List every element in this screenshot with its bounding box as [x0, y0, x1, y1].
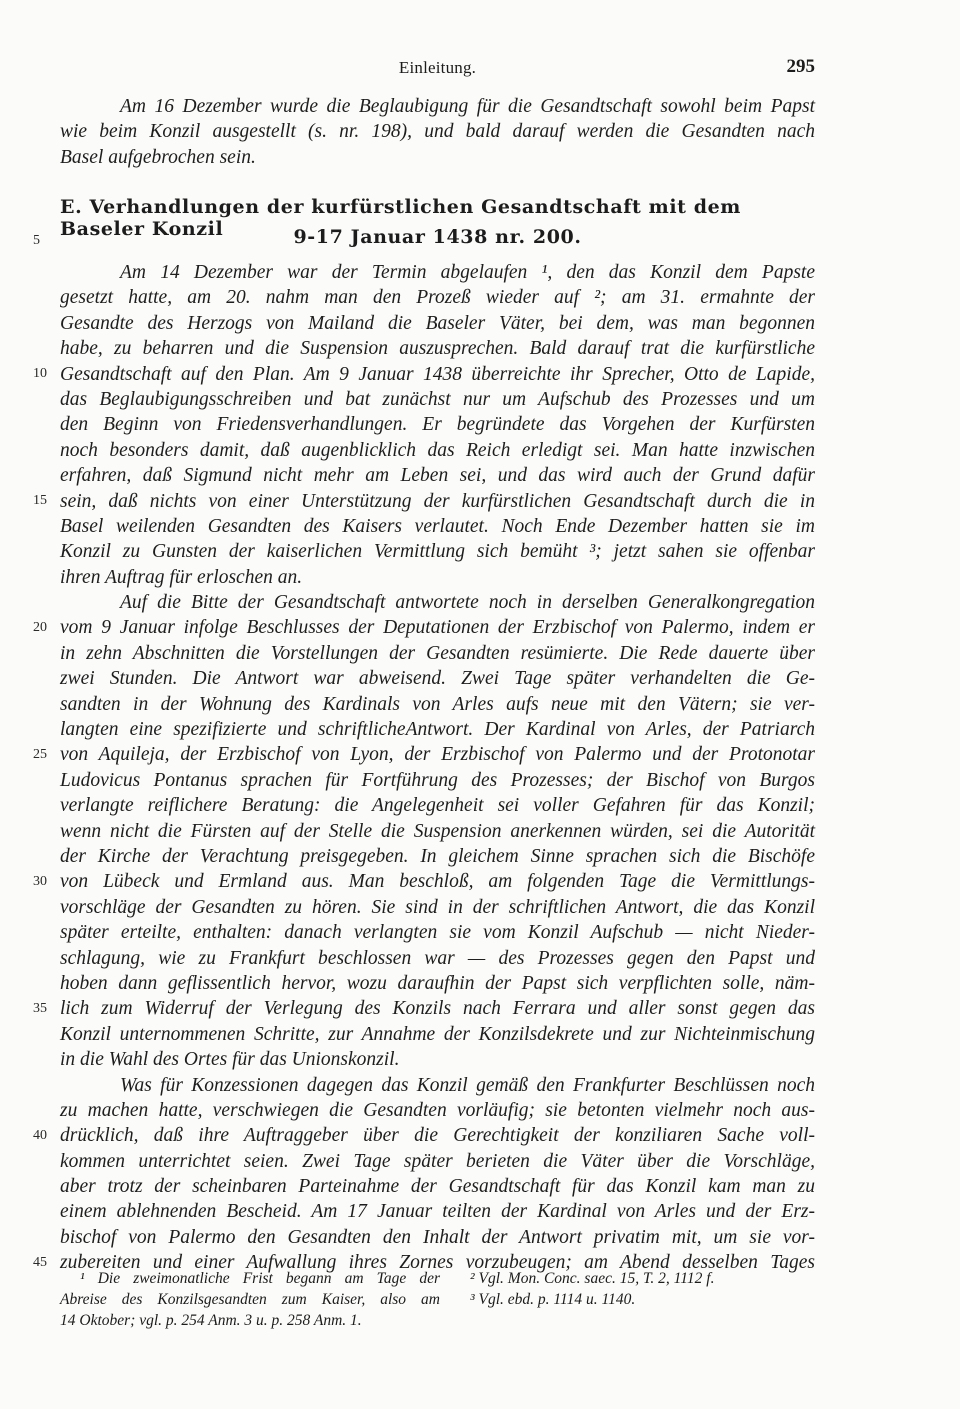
text-line: gesetzt hatte, am 20. nahm man den Prozeß wieder auf ²; am 31. ermahnte der [60, 287, 815, 309]
text-line: sein, daß nichts von einer Unterstützung der kurfürstlichen Gesandtschaft durch die in [60, 490, 815, 512]
text-line: vom 9 Januar infolge Beschlusses der Deputationen der Erzbischof von Palermo, indem er [60, 617, 815, 639]
text-line: drücklich, daß ihre Auftraggeber über die Gerechtigkeit der konziliaren Sache voll- [60, 1125, 815, 1147]
text-line: das Beglaubigungsschreiben und bat zunächst nur um Aufschub des Prozesses und um [60, 388, 815, 410]
text-line: vorschläge der Gesandten zu hören. Sie sind in der schriftlichen Antwort, die das Konzil [60, 896, 815, 918]
text-line: Am 16 Dezember wurde die Beglaubigung für die Gesandtschaft sowohl beim Papst [120, 96, 815, 117]
section-heading [60, 196, 815, 256]
text-line: später erteilte, enthalten: danach verlangten sie vom Konzil Aufschub — nicht Nieder- [60, 922, 815, 944]
text-line: noch besonders damit, daß augenblicklich das Reich erledigt sei. Man hatte inzwischen [60, 439, 815, 461]
line-number: 10 [33, 366, 47, 381]
text-line: erfahren, daß Sigmund nicht mehr am Leben sei, und das wird auch der Grund dafür [60, 465, 815, 487]
text-line: Was für Konzessionen dagegen das Konzil gemäß den Frankfurter Beschlüssen noch [120, 1074, 815, 1096]
footnote-line: ² Vgl. Mon. Conc. saec. 15, T. 2, 1112 f. [470, 1270, 715, 1287]
text-line: Konzil zu Gunsten der kaiserlichen Vermittlung sich bemüht ³; jetzt sahen sie offenbar [60, 541, 815, 563]
text-line: hoben dann geflissentlich hervor, wozu daraufhin der Papst sich verpflichten solle, näm- [60, 972, 815, 994]
text-line: Konzil unternommenen Schritte, zur Annahme der Konzilsdekrete und zur Nichteinmischung [60, 1023, 815, 1045]
text-line: Am 14 Dezember war der Termin abgelaufen ¹, den das Konzil dem Papste [120, 262, 815, 283]
text-line: verlangte reiflichere Beratung: die Angelegenheit sei voller Gefahren für das Konzil; [60, 795, 815, 817]
text-line: lich zum Widerruf der Verlegung des Konzils nach Ferrara und aller sonst gegen das [60, 998, 815, 1020]
text-line: Gesandtschaft auf den Plan. Am 9 Januar 1438 überreichte ihr Sprecher, Otto de Lapide, [60, 363, 815, 385]
footnote-column-right [470, 1268, 815, 1310]
line-number: 5 [33, 233, 40, 248]
main-text [60, 260, 815, 1276]
text-line: zu machen hatte, verschwiegen die Gesandten vorläufig; sie betonten vielmehr noch aus- [60, 1099, 815, 1121]
text-line: Gesandte des Herzogs von Mailand die Baseler Väter, bei dem, was man begonnen [60, 312, 815, 334]
footnote-line: Abreise des Konzilsgesandten zum Kaiser, also am [60, 1291, 440, 1308]
line-number: 35 [33, 1001, 47, 1016]
running-title: Einleitung. [398, 58, 477, 77]
text-line: von Aquileja, der Erzbischof von Lyon, der Erzbischof von Palermo und der Protonotar [60, 744, 815, 766]
text-line: aber trotz der scheinbaren Parteinahme der Gesandtschaft für das Konzil kam man zu [60, 1176, 815, 1198]
text-line: kommen unterrichtet seien. Zwei Tage später berieten die Väter über die Vorschläge, [60, 1150, 815, 1172]
page-header [60, 58, 815, 84]
text-line: in zehn Abschnitten die Vorstellungen der Gesandten resümierte. Die Rede dauerte über [60, 642, 815, 664]
line-number: 15 [33, 493, 47, 508]
text-line: sandten in der Wohnung des Kardinals von Arles aufs neue mit den Vätern; sie ver- [60, 693, 815, 715]
text-line: von Lübeck und Ermland aus. Man beschloß, am folgenden Tage die Vermittlungs- [60, 871, 815, 893]
text-line: zwei Stunden. Die Antwort war abweisend. Zwei Tage später verhandelten die Ge- [60, 668, 815, 690]
line-number: 20 [33, 620, 47, 635]
text-line: den Beginn von Friedensverhandlungen. Er begründete das Vorgehen der Kurfürsten [60, 414, 815, 436]
line-number: 45 [33, 1255, 47, 1270]
text-line: bischof von Palermo den Gesandten den Inhalt der Antwort privatim mit, um sie vor- [60, 1226, 815, 1248]
footnote-line: ³ Vgl. ebd. p. 1114 u. 1140. [470, 1291, 636, 1308]
text-line: ihren Auftrag für erloschen an. [60, 566, 303, 588]
page-number: 295 [786, 56, 815, 77]
line-number: 40 [33, 1128, 47, 1143]
text-line: langten eine spezifizierte und schriftlicheAntwort. Der Kardinal von Arles, der Patriarch [60, 719, 815, 741]
text-line: Basel weilenden Gesandten des Kaisers verlautet. Noch Ende Dezember hatten sie im [60, 515, 815, 537]
text-line: wenn nicht die Fürsten auf der Stelle die Suspension anerkennen würden, sei die Autorität [60, 820, 815, 842]
intro-paragraph [60, 94, 815, 170]
line-number: 25 [33, 747, 47, 762]
text-line: wie beim Konzil ausgestellt (s. nr. 198), und bald darauf werden die Gesandten nach [60, 121, 815, 143]
line-number: 30 [33, 874, 47, 889]
footnote-column-left [60, 1268, 440, 1331]
footnote-line: ¹ Die zweimonatliche Frist begann am Tage der [80, 1270, 440, 1287]
text-line: zubereiten und einer Aufwallung ihres Zornes vorzubeugen; am Abend desselben Tages [60, 1252, 815, 1274]
text-line: in die Wahl des Ortes für das Unionskonzil. [60, 1049, 400, 1071]
text-line: Ludovicus Pontanus sprachen für Fortführung des Prozesses; der Bischof von Burgos [60, 769, 815, 791]
section-heading-line-2: 9-17 Januar 1438 nr. 200. [293, 226, 582, 248]
footnote-line: 14 Oktober; vgl. p. 254 Anm. 3 u. p. 258 Anm. 1. [60, 1312, 362, 1329]
text-line: habe, zu beharren und die Suspension auszusprechen. Bald darauf trat die kurfürstliche [60, 338, 815, 360]
section-heading-line-1: E. Verhandlungen der kurfürstlichen Gesandtschaft mit dem Baseler Konzil [60, 196, 742, 240]
text-line: schlagung, wie zu Frankfurt beschlossen war — des Prozesses gegen den Papst und [60, 947, 815, 969]
text-line: der Kirche der Verachtung preisgegeben. In gleichem Sinne sprachen sich die Bischöfe [60, 845, 815, 867]
text-line: Basel aufgebrochen sein. [60, 146, 256, 168]
text-line: einem ablehnenden Bescheid. Am 17 Januar teilten der Kardinal von Arles und der Erz- [60, 1201, 815, 1223]
text-line: Auf die Bitte der Gesandtschaft antwortete noch in derselben Generalkongregation [120, 592, 815, 614]
